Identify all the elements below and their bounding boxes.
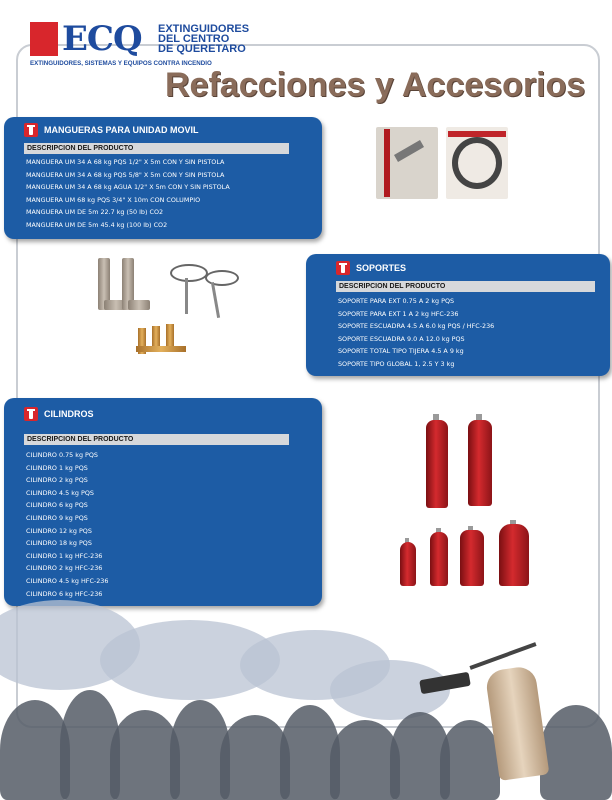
- company-name: EXTINGUIDORES DEL CENTRO DE QUERETARO: [158, 23, 250, 55]
- list-item: SOPORTE PARA EXT 0.75 A 2 kg PQS: [338, 297, 455, 305]
- list-item: CILINDRO 6 kg HFC-236: [26, 589, 103, 598]
- cilindros-panel: [4, 398, 322, 606]
- cilindros-column-header: DESCRIPCION DEL PRODUCTO: [24, 434, 289, 445]
- soportes-list: [338, 295, 494, 371]
- list-item: SOPORTE ESCUADRA 9.0 A 12.0 kg PQS: [338, 334, 465, 343]
- fire-extinguisher-icon: [24, 123, 38, 137]
- list-item: MANGUERA UM 34 A 68 kg PQS 5/8" X 5m CON Y SIN PISTOLA: [26, 170, 225, 179]
- hose-coil-photo: [446, 127, 508, 199]
- list-item: MANGUERA UM 68 kg PQS 3/4" X 10m CON COLUMPIO: [26, 195, 201, 204]
- hose-reel-photo: [376, 127, 438, 199]
- list-item: CILINDRO 4.5 kg PQS: [26, 488, 94, 497]
- list-item: CILINDRO 1 kg PQS: [26, 463, 88, 472]
- list-item: CILINDRO 1 kg HFC-236: [26, 551, 103, 560]
- fire-extinguisher-icon: [24, 407, 38, 421]
- cilindros-list: [26, 449, 108, 600]
- list-item: CILINDRO 4.5 kg HFC-236: [26, 576, 109, 585]
- company-tagline: EXTINGUIDORES, SISTEMAS Y EQUIPOS CONTRA INCENDIO: [30, 60, 212, 67]
- fire-extinguisher-icon: [336, 261, 350, 275]
- list-item: CILINDRO 9 kg PQS: [26, 513, 88, 522]
- soportes-header: [336, 260, 406, 276]
- cilindros-header: [24, 406, 94, 422]
- logo-extinguisher-icon: [30, 22, 58, 56]
- mangueras-header: [24, 122, 199, 138]
- cilindros-title: CILINDROS: [44, 409, 94, 419]
- soportes-panel: [306, 254, 610, 376]
- mangueras-column-header: DESCRIPCION DEL PRODUCTO: [24, 143, 289, 154]
- list-item: CILINDRO 12 kg PQS: [26, 526, 92, 535]
- list-item: CILINDRO 2 kg HFC-236: [26, 564, 103, 573]
- logo-mark: ECQ: [62, 19, 142, 59]
- list-item: MANGUERA UM DE 5m 45.4 kg (100 lb) CO2: [26, 220, 168, 229]
- soportes-title: SOPORTES: [356, 263, 407, 273]
- list-item: SOPORTE TOTAL TIPO TIJERA 4.5 A 9 kg: [338, 347, 464, 356]
- list-item: SOPORTE PARA EXT 1 A 2 kg HFC-236: [338, 309, 459, 318]
- list-item: MANGUERA UM 34 A 68 kg AGUA 1/2" X 5m CON Y SIN PISTOLA: [26, 183, 230, 192]
- list-item: MANGUERA UM DE 5m 22.7 kg (50 lb) CO2: [26, 208, 164, 217]
- list-item: MANGUERA UM 34 A 68 kg PQS 1/2" X 5m CON Y SIN PISTOLA: [26, 158, 225, 166]
- soportes-column-header: DESCRIPCION DEL PRODUCTO: [336, 281, 595, 292]
- list-item: SOPORTE TIPO GLOBAL 1, 2.5 Y 3 kg: [338, 359, 455, 368]
- list-item: CILINDRO 2 kg PQS: [26, 476, 88, 485]
- list-item: CILINDRO 0.75 kg PQS: [26, 451, 98, 459]
- page-title: Refacciones y Accesorios: [165, 66, 586, 104]
- list-item: CILINDRO 6 kg PQS: [26, 501, 88, 510]
- list-item: SOPORTE ESCUADRA 4.5 A 6.0 kg PQS / HFC-236: [338, 322, 495, 331]
- mangueras-list: [26, 156, 230, 232]
- mangueras-panel: [4, 117, 322, 239]
- mangueras-title: MANGUERAS PARA UNIDAD MOVIL: [44, 125, 199, 135]
- list-item: CILINDRO 18 kg PQS: [26, 539, 92, 548]
